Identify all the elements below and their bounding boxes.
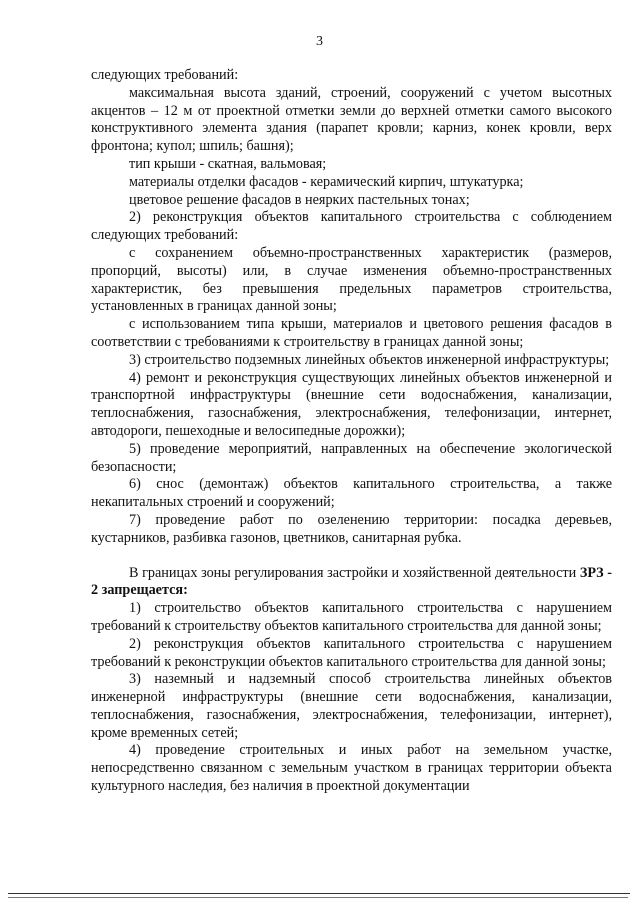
list-item: 3) строительство подземных линейных объектов инженерной инфраструктуры; bbox=[129, 351, 610, 368]
prohibition-item: 2) реконструкция объектов капитального строительства с нарушением требований к реконструкции объектов капитального строительства для данной зоны; bbox=[91, 635, 612, 670]
page-number: 3 bbox=[316, 34, 323, 49]
paragraph: тип крыши - скатная, вальмовая; bbox=[129, 155, 327, 172]
zone-intro-bold: ЗРЗ - 2 запрещается: bbox=[91, 564, 612, 599]
footer-divider bbox=[8, 893, 630, 894]
paragraph: материалы отделки фасадов - керамический кирпич, штукатурка; bbox=[129, 173, 524, 190]
paragraph: с использованием типа крыши, материалов и цветового решения фасадов в соответствии с требованиями к строительству в границах данной зоны; bbox=[91, 316, 612, 350]
list-item: 6) снос (демонтаж) объектов капитального строительства, а также некапитальных строений и сооружений; bbox=[91, 476, 612, 511]
list-item: 5) проведение мероприятий, направленных на обеспечение экологической безопасности; bbox=[91, 440, 612, 475]
zone-intro-paragraph bbox=[91, 565, 612, 601]
paragraph: следующих требований: bbox=[91, 67, 239, 83]
prohibition-item: 4) проведение строительных и иных работ на земельном участке, непосредственно связанном с земельным участком в границах территории объекта культурного наследия, без наличия в проектной документации bbox=[91, 742, 612, 795]
paragraph: цветовое решение фасадов в неярких пастельных тонах; bbox=[129, 191, 470, 208]
list-item: 7) проведение работ по озеленению территории: посадка деревьев, кустарников, разбивка газонов, цветников, санитарная рубка. bbox=[91, 511, 612, 546]
paragraph: с сохранением объемно-пространственных характеристик (размеров, пропорций, высоты) или, в случае изменения объемно-пространственных характеристик, без превышения предельных параметров строительства, установленных в границах данной зоны; bbox=[91, 244, 612, 315]
paragraph: максимальная высота зданий, строений, сооружений с учетом высотных акцентов – 12 м от проектной отметки земли до верхней отметки самого высокого конструктивного элемента здания (парапет кровли; карниз, конек кровли, верх фронтона; купол; шпиль; башня); bbox=[91, 84, 612, 155]
document-body bbox=[91, 67, 612, 796]
list-item: 4) ремонт и реконструкция существующих линейных объектов инженерной и транспортной инфраструктуры (внешние сети водоснабжения, канализации, теплоснабжения, газоснабжения, электроснабжения, телефонизации, интернет, автодороги, пешеходные и велосипедные дорожки); bbox=[91, 369, 612, 439]
prohibition-item: 3) наземный и надземный способ строительства линейных объектов инженерной инфраструктуры (внешние сети водоснабжения, канализации, теплоснабжения, газоснабжения, электроснабжения, телефонизации, интернет), кроме временных сетей; bbox=[91, 671, 612, 741]
zone-intro-text: В границах зоны регулирования застройки и хозяйственной деятельности bbox=[129, 564, 577, 581]
footer-divider-secondary bbox=[8, 897, 628, 898]
prohibition-item: 1) строительство объектов капитального строительства с нарушением требований к строительству объектов капитального строительства для данной зоны; bbox=[91, 600, 612, 634]
list-item: 2) реконструкция объектов капитального строительства с соблюдением следующих требований: bbox=[91, 209, 612, 244]
